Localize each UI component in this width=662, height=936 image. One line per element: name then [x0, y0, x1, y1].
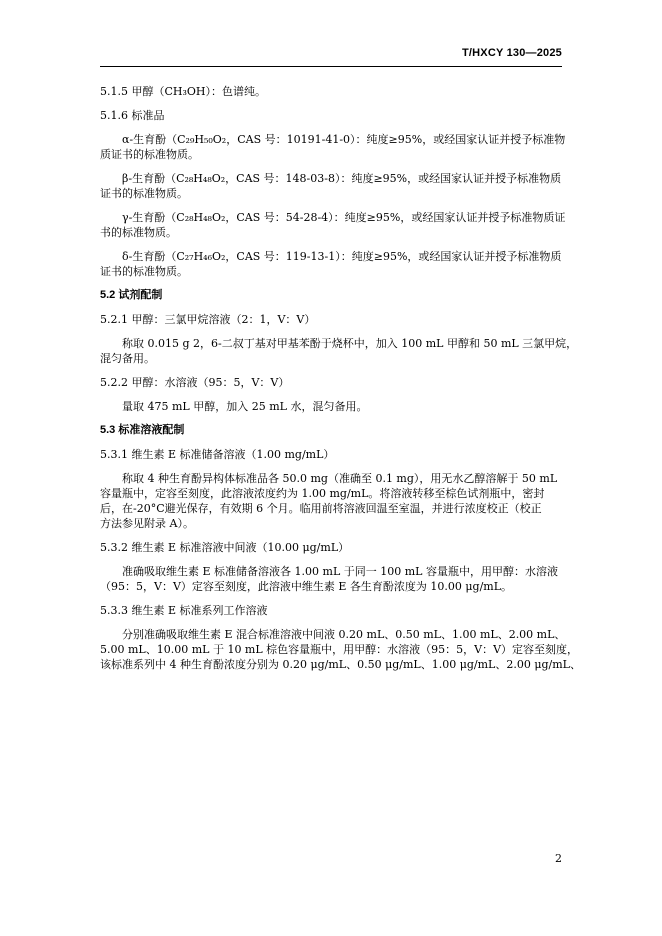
s521-line-2: 混匀备用。: [100, 352, 155, 365]
s532-line-2: （95：5，V：V）定容至刻度，此溶液中维生素 E 各生育酚浓度为 10.00 μg/mL。: [100, 580, 513, 593]
section-5-3-3-heading: 5.3.3 维生素 E 标准系列工作溶液: [100, 604, 268, 617]
s531-line-3: 后，在-20°C避光保存，有效期 6 个月。临用前将溶液回温至室温，并进行浓度校正（校正: [100, 502, 542, 515]
s531-line-2: 容量瓶中，定容至刻度，此溶液浓度约为 1.00 mg/mL。将溶液转移至棕色试剂瓶中，密封: [100, 487, 545, 500]
section-5-3-2-heading: 5.3.2 维生素 E 标准溶液中间液（10.00 μg/mL）: [100, 541, 350, 554]
section-5-2-2-heading: 5.2.2 甲醇：水溶液（95：5，V：V）: [100, 376, 290, 389]
s531-line-4: 方法参见附录 A）。: [100, 517, 194, 530]
s531-line-1: 称取 4 种生育酚异构体标准品各 50.0 mg（准确至 0.1 mg），用无水乙醇溶解于 50 mL: [122, 472, 558, 485]
section-5-2-1-heading: 5.2.1 甲醇：三氯甲烷溶液（2：1，V：V）: [100, 313, 316, 326]
section-5-2-heading: 5.2 试剂配制: [100, 289, 163, 301]
document-code-header: T/HXCY 130—2025: [461, 47, 562, 59]
beta-tocopherol-paragraph: [100, 171, 562, 201]
section-5-2-2-paragraph: 量取 475 mL 甲醇，加入 25 mL 水，混匀备用。: [122, 400, 368, 413]
document-body: [100, 84, 581, 681]
header-rule: [100, 66, 562, 67]
page-number: 2: [555, 852, 562, 865]
s532-line-1: 准确吸取维生素 E 标准储备溶液各 1.00 mL 于同一 100 mL 容量瓶中，用甲醇：水溶液: [122, 565, 558, 578]
section-5-3-3-paragraph: [100, 627, 581, 672]
alpha-line-2: 质证书的标准物质。: [100, 148, 199, 161]
gamma-line-2: 书的标准物质。: [100, 226, 177, 239]
gamma-tocopherol-paragraph: [100, 210, 566, 240]
section-5-3-heading: 5.3 标准溶液配制: [100, 424, 185, 436]
section-5-2-1-paragraph: [100, 336, 578, 366]
delta-line-2: 证书的标准物质。: [100, 265, 188, 278]
section-5-3-2-paragraph: [100, 564, 562, 594]
alpha-line-1: α-生育酚（C₂₉H₅₀O₂，CAS 号：10191-41-0）：纯度≥95%，或经国家认证并授予标准物: [122, 133, 566, 146]
beta-line-2: 证书的标准物质。: [100, 187, 188, 200]
section-5-3-1-paragraph: [100, 471, 562, 531]
section-5-1-6-heading: 5.1.6 标准品: [100, 109, 165, 122]
s533-line-2: 5.00 mL、10.00 mL 于 10 mL 棕色容量瓶中，用甲醇：水溶液（95：5，V：V）定容至刻度，: [100, 643, 579, 656]
section-5-1-5: 5.1.5 甲醇（CH₃OH）：色谱纯。: [100, 85, 267, 98]
s533-line-3: 该标准系列中 4 种生育酚浓度分别为 0.20 μg/mL、0.50 μg/mL、1.00 μg/mL、2.00 μg/mL、: [100, 658, 581, 671]
s521-line-1: 称取 0.015 g 2，6-二叔丁基对甲基苯酚于烧杯中，加入 100 mL 甲醇和 50 mL 三氯甲烷，: [122, 337, 578, 350]
section-5-3-1-heading: 5.3.1 维生素 E 标准储备溶液（1.00 mg/mL）: [100, 448, 335, 461]
gamma-line-1: γ-生育酚（C₂₈H₄₈O₂，CAS 号：54-28-4）：纯度≥95%，或经国家认证并授予标准物质证: [122, 211, 566, 224]
delta-tocopherol-paragraph: [100, 249, 562, 279]
beta-line-1: β-生育酚（C₂₈H₄₈O₂，CAS 号：148-03-8）：纯度≥95%，或经国家认证并授予标准物质: [122, 172, 562, 185]
alpha-tocopherol-paragraph: [100, 132, 566, 162]
s533-line-1: 分别准确吸取维生素 E 混合标准溶液中间液 0.20 mL、0.50 mL、1.00 mL、2.00 mL、: [122, 628, 566, 641]
delta-line-1: δ-生育酚（C₂₇H₄₆O₂，CAS 号：119-13-1）：纯度≥95%，或经国家认证并授予标准物质: [122, 250, 562, 263]
